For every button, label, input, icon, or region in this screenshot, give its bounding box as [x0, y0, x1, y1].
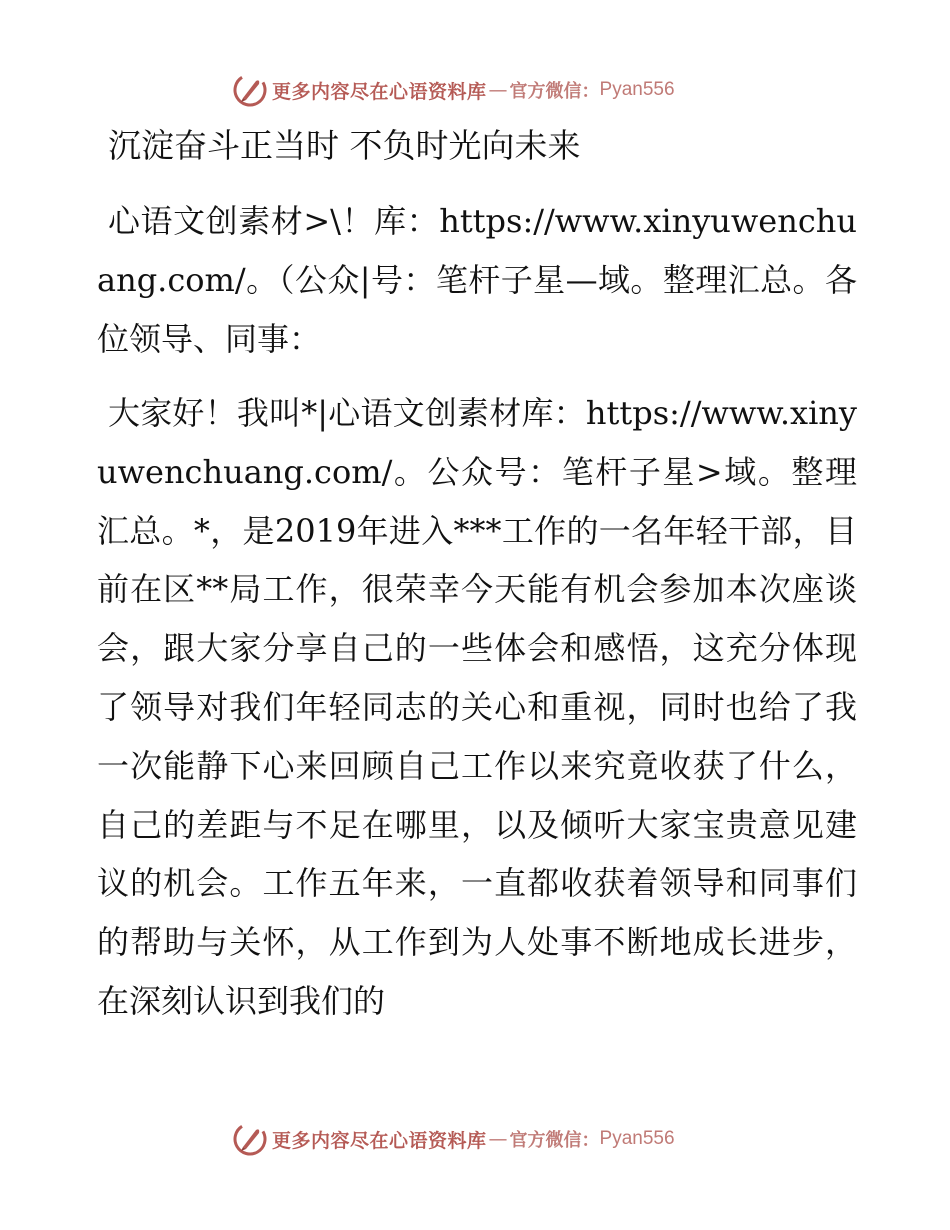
- document-title: 沉淀奋斗正当时 不负时光向未来: [108, 126, 581, 165]
- quill-pen-logo-icon: [232, 1121, 268, 1157]
- footer-watermark-banner: [232, 1121, 675, 1157]
- banner-slogan: 更多内容尽在心语资料库: [272, 1129, 487, 1152]
- banner-wechat-label: 官方微信：: [509, 81, 600, 102]
- quill-pen-logo-icon: [232, 72, 268, 108]
- header-watermark-banner: [232, 72, 675, 108]
- banner-dash: —: [488, 1128, 508, 1150]
- banner-wechat-label: 官方微信：: [509, 1130, 600, 1151]
- body-paragraph-1: 心语文创素材>\！库：https://www.xinyuwenchuang.com/。（公众|号：笔杆子星—域。整理汇总。各位领导、同事：: [97, 202, 857, 358]
- banner-wechat-id: Pyan556: [599, 1128, 675, 1149]
- banner-wechat-id: Pyan556: [599, 79, 675, 100]
- banner-dash: —: [488, 79, 508, 101]
- banner-slogan: 更多内容尽在心语资料库: [272, 80, 487, 103]
- body-paragraph-2: 大家好！我叫*|心语文创素材库：https://www.xinyuwenchuang.com/。公众号：笔杆子星>域。整理汇总。*，是2019年进入***工作的一名年轻干部，目前在区**局工作，很荣幸今天能有机会参加本次座谈会，跟大家分享自己的一些体会和感悟，这充分体现了领导对我们年轻同志的关心和重视，同时也给了我一次能静下心来回顾自己工作以来究竟收获了什么，自己的差距与不足在哪里，以及倾听大家宝贵意见建议的机会。工作五年来，一直都收获着领导和同事们的帮助与关怀，从工作到为人处事不断地成长进步，在深刻认识到我们的: [97, 394, 857, 1020]
